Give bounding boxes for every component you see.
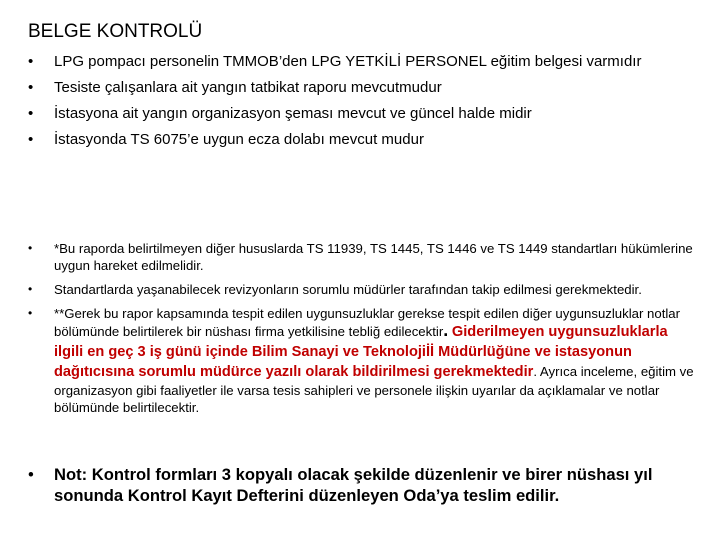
list-item: • *Bu raporda belirtilmeyen diğer hususlarda TS 11939, TS 1445, TS 1446 ve TS 1449 standartları hükümlerine uygun hareket edilmelidir. <box>28 240 698 274</box>
warning-text: Giderilmeyen uygunsuzluklarla ilgili en geç 3 iş günü içinde Bilim Sanayi ve Teknolojiİİ Müdürlüğüne ve istasyonun dağıtıcısına sorumlu müdürce yazılı olarak bildirilmesi gerekmektedir <box>54 324 668 380</box>
list-item: • LPG pompacı personelin TMMOB’den LPG YETKİLİ PERSONEL eğitim belgesi varmıdır <box>28 52 688 72</box>
note-period: . <box>443 320 449 340</box>
final-note: • Not: Kontrol formları 3 kopyalı olacak şekilde düzenlenir ve birer nüshası yıl sonunda Kontrol Kayıt Defterini düzenleyen Oda’ya teslim edilir. <box>28 464 708 506</box>
list-item: • İstasyona ait yangın organizasyon şeması mevcut ve güncel halde midir <box>28 104 688 124</box>
list-item: • Standartlarda yaşanabilecek revizyonların sorumlu müdürler tarafından takip edilmesi gerekmektedir. <box>28 281 698 298</box>
list-item <box>28 305 698 416</box>
check-list <box>28 52 688 156</box>
list-item: • İstasyonda TS 6075’e uygun ecza dolabı mevcut mudur <box>28 130 688 150</box>
note-text-continued: . Ayrıca inceleme, eğitim ve organizasyon gibi faaliyetler ile varsa tesis sahipleri ve personele ilişkin uyarılar da açıklamalar ve notlar bölümünde belirtilecektir. <box>54 364 694 415</box>
list-item: • Tesiste çalışanlara ait yangın tatbikat raporu mevcutmudur <box>28 78 688 98</box>
note-text: **Gerek bu rapor kapsamında tespit edilen uygunsuzluklar gerekse tespit edilen diğer uygunsuzluklar notlar bölümünde belirtilerek bir nüshası firma yetkilisine tebliğ edilecektir <box>54 306 681 339</box>
final-note-list <box>28 464 708 506</box>
notes-list <box>28 240 698 423</box>
page-title: BELGE KONTROLÜ <box>28 21 203 42</box>
